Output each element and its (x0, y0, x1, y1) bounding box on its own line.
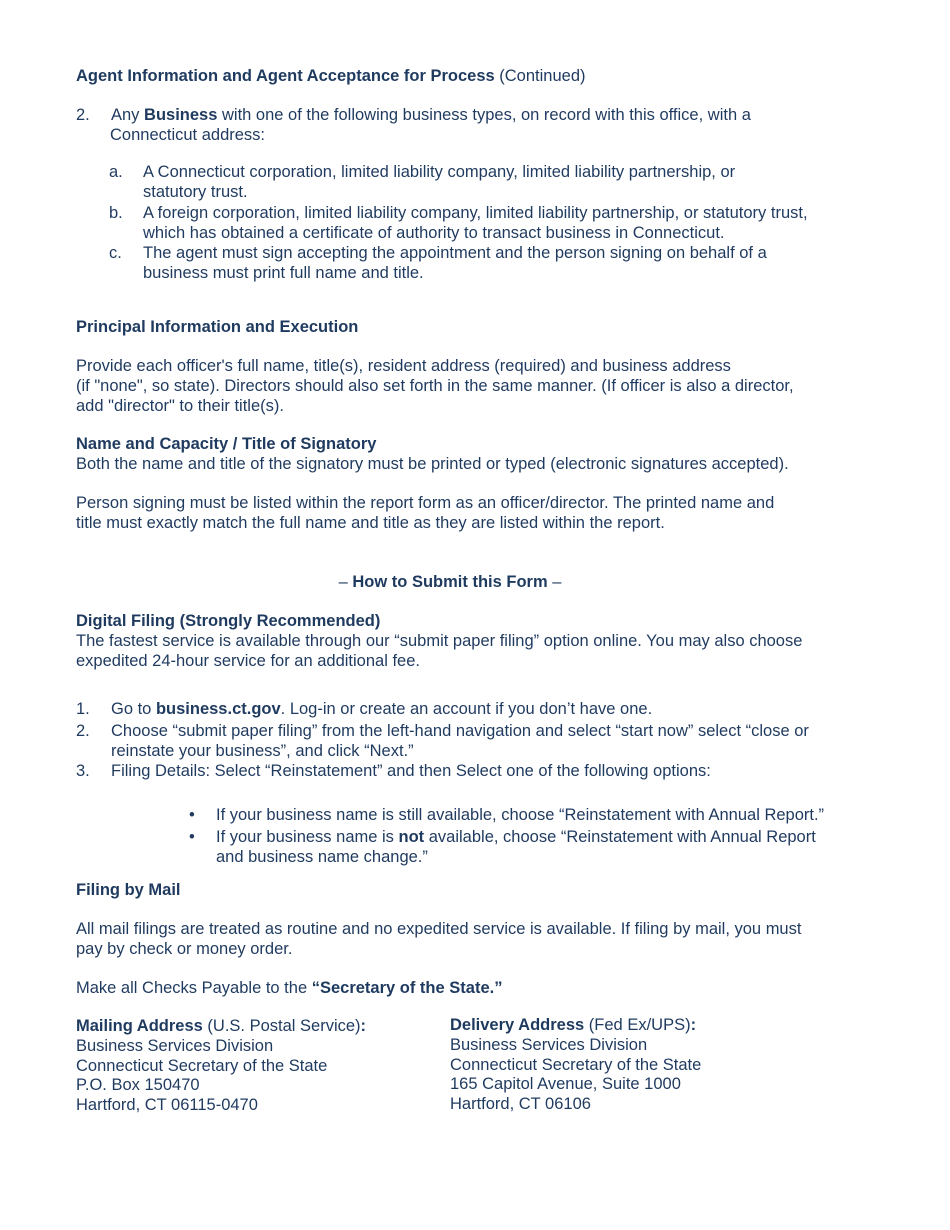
principal-line-2: (if "none", so state). Directors should also set forth in the same manner. (If officer is also a director, (76, 377, 794, 395)
step-3-text: Filing Details: Select “Reinstatement” and then Select one of the following options: (111, 762, 711, 780)
step-1-text (111, 699, 652, 719)
subitem-b-letter: b. (109, 204, 123, 222)
delivery-address-label-rest: (Fed Ex/UPS) (584, 1016, 691, 1034)
mailing-address-line-3: P.O. Box 150470 (76, 1076, 200, 1094)
subitem-b-line2: which has obtained a certificate of authority to transact business in Connecticut. (143, 224, 725, 242)
subitem-c-letter: c. (109, 244, 122, 262)
subitem-c-line1: The agent must sign accepting the appointment and the person signing on behalf of a (143, 244, 767, 262)
payable-pre: Make all Checks Payable to the (76, 979, 312, 997)
bullet-1-text: If your business name is still available, choose “Reinstatement with Annual Report.” (216, 806, 825, 824)
item-2-line1 (111, 105, 751, 125)
subitem-a-line2: statutory trust. (143, 183, 248, 201)
step-1-rest: . Log-in or create an account if you don’t have one. (280, 700, 653, 718)
principal-line-3: add "director" to their title(s). (76, 397, 284, 415)
mailing-address-line-4: Hartford, CT 06115-0470 (76, 1096, 258, 1114)
agent-heading-rest: (Continued) (494, 67, 586, 85)
mailing-address-colon: : (360, 1017, 367, 1035)
mailing-address-label-bold: Mailing Address (76, 1017, 203, 1035)
delivery-address-line-1: Business Services Division (450, 1036, 648, 1054)
step-1-number: 1. (76, 700, 90, 718)
bullet-2-dot: • (189, 828, 195, 846)
bullet-2-line1 (216, 827, 816, 847)
step-2-line1: Choose “submit paper filing” from the left-hand navigation and select “start now” select “close or (111, 722, 809, 740)
digital-line-2: expedited 24-hour service for an additional fee. (76, 652, 420, 670)
mailing-address-line-1: Business Services Division (76, 1037, 274, 1055)
subitem-a-line1: A Connecticut corporation, limited liability company, limited liability partnership, or (143, 163, 736, 181)
mail-line-2: pay by check or money order. (76, 940, 293, 958)
mailing-address-label-rest: (U.S. Postal Service) (202, 1017, 361, 1035)
digital-line-1: The fastest service is available through our “submit paper filing” option online. You may also choose (76, 632, 803, 650)
submit-heading (0, 572, 900, 592)
step-3-number: 3. (76, 762, 90, 780)
delivery-address-line-2: Connecticut Secretary of the State (450, 1056, 702, 1074)
step-1-pre: Go to (111, 700, 156, 718)
mail-heading: Filing by Mail (76, 881, 181, 899)
submit-heading-text: How to Submit this Form (352, 573, 548, 591)
mailing-address-label (76, 1016, 366, 1036)
delivery-address-line-4: Hartford, CT 06106 (450, 1095, 591, 1113)
submit-dash-left: – (338, 573, 353, 591)
delivery-address-label-bold: Delivery Address (450, 1016, 585, 1034)
item-2-number: 2. (76, 106, 90, 124)
delivery-address-line-3: 165 Capitol Avenue, Suite 1000 (450, 1075, 681, 1093)
submit-dash-right: – (547, 573, 562, 591)
bullet-2-pre: If your business name is (216, 828, 399, 846)
signatory-heading: Name and Capacity / Title of Signatory (76, 435, 377, 453)
bullet-2-bold: not (398, 828, 425, 846)
payable-bold: “Secretary of the State.” (311, 979, 503, 997)
item-2-bold: Business (144, 106, 218, 124)
bullet-1-dot: • (189, 806, 195, 824)
principal-line-1: Provide each officer's full name, title(s), resident address (required) and business address (76, 357, 731, 375)
mailing-address-line-2: Connecticut Secretary of the State (76, 1057, 328, 1075)
signatory-para2-line-1: Person signing must be listed within the report form as an officer/director. The printed name and (76, 494, 775, 512)
subitem-a-letter: a. (109, 163, 123, 181)
signatory-para2-line-2: title must exactly match the full name and title as they are listed within the report. (76, 514, 665, 532)
delivery-address-label (450, 1015, 696, 1035)
step-2-number: 2. (76, 722, 90, 740)
delivery-address-colon: : (690, 1016, 697, 1034)
digital-heading: Digital Filing (Strongly Recommended) (76, 612, 381, 630)
bullet-2-rest: available, choose “Reinstatement with Annual Report (424, 828, 816, 846)
principal-heading: Principal Information and Execution (76, 318, 359, 336)
signatory-line-1: Both the name and title of the signatory must be printed or typed (electronic signatures accepted). (76, 455, 789, 473)
item-2-pre: Any (111, 106, 145, 124)
payable-line (76, 978, 502, 998)
step-2-line2: reinstate your business”, and click “Next.” (111, 742, 414, 760)
mail-line-1: All mail filings are treated as routine and no expedited service is available. If filing by mail, you must (76, 920, 802, 938)
agent-heading (76, 66, 586, 86)
bullet-2-line2: and business name change.” (216, 848, 428, 866)
item-2-line1-rest: with one of the following business types, on record with this office, with a (217, 106, 751, 124)
subitem-c-line2: business must print full name and title. (143, 264, 424, 282)
agent-heading-bold: Agent Information and Agent Acceptance for Process (76, 67, 495, 85)
step-1-link-text: business.ct.gov (155, 700, 281, 718)
subitem-b-line1: A foreign corporation, limited liability company, limited liability partnership, or statutory trust, (143, 204, 808, 222)
item-2-line2: Connecticut address: (110, 126, 266, 144)
